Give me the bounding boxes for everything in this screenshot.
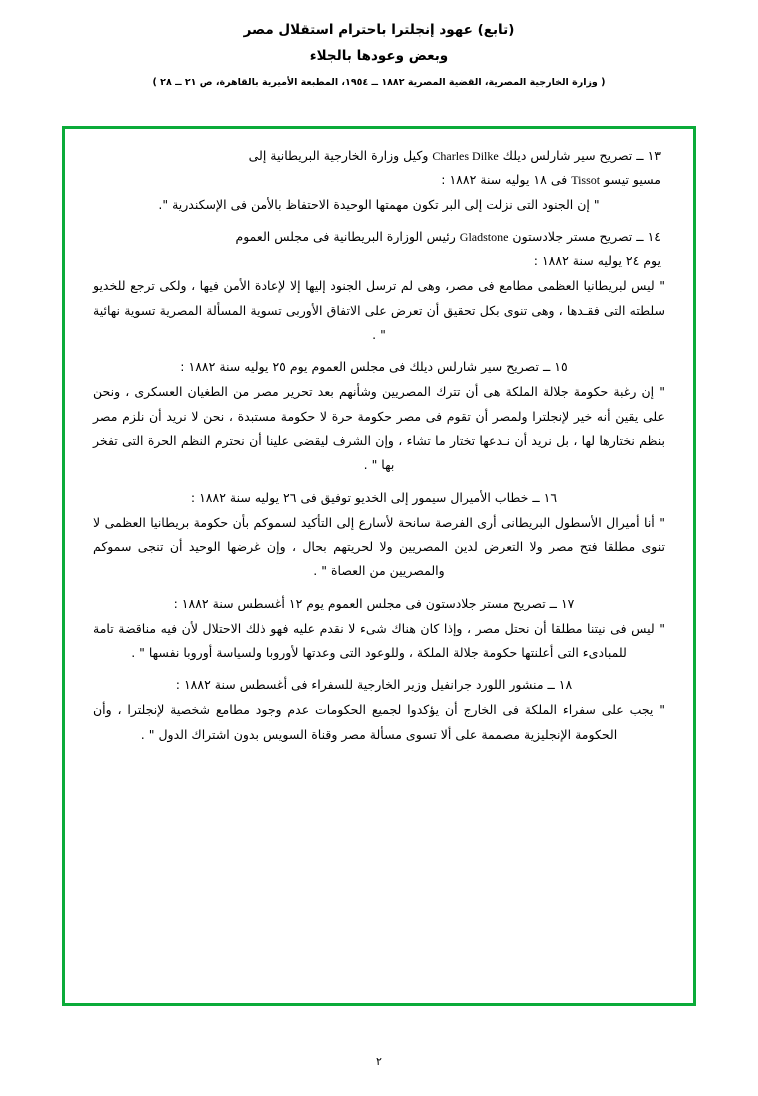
entry-13-heading	[87, 145, 671, 167]
source-citation: ( وزارة الخارجية المصرية، القضية المصرية ١٨٨٢ ــ ١٩٥٤، المطبعة الأميرية بالقاهرة، ص ٢١ ــ ٢٨ )	[152, 77, 606, 89]
entry-13-heading-latin-2: Tissot	[571, 173, 601, 187]
entry-14-heading-latin-1: Gladstone	[459, 230, 509, 245]
entry-14-heading	[87, 226, 671, 248]
entry-13-heading-line-2	[87, 169, 671, 191]
entry-13-quote: " إن الجنود التى نزلت إلى البر تكون مهمتها الوحيدة الاحتفاظ بالأمن فى الإسكندرية ".	[158, 197, 600, 212]
content-body	[65, 129, 693, 1003]
entry-13-heading-l2-part-1: مسيو تيسو	[600, 172, 661, 187]
entry-18-quote: " يجب على سفراء الملكة فى الخارج أن يؤكدوا لجميع الحكومات عدم وجود مطامع شخصية لإنجلترا ، وأن الحكومة الإنجليزية مصممة على ألا تسوى مسألة مصر وقناة السويس بدون اشتراك الدول " .	[93, 702, 665, 742]
entry-13-heading-latin-1: Charles Dilke	[432, 149, 499, 163]
entry-14-quote: " ليس لبريطانيا العظمى مطامع فى مصر، وهى لم ترسل الجنود إليها إلا لإعادة الأمن فيها ، ولكى ترجع للخديو سلطته التى فقـدها ، وهى تنوى بكل تحقيق أن تعرض على الاتفاق الأوربى تسوية المسألة المصرية تسوية نهائية " .	[93, 278, 665, 342]
entry-16-heading: ١٦ ــ خطاب الأميرال سيمور إلى الخديو توفيق فى ٢٦ يوليه سنة ١٨٨٢ :	[190, 489, 558, 505]
page-number: ٢	[376, 1055, 382, 1068]
entry-18-heading: ١٨ ــ منشور اللورد جرانفيل وزير الخارجية للسفراء فى أغسطس سنة ١٨٨٢ :	[175, 677, 573, 693]
entry-13-heading-part-1: ١٣ ــ تصريح سير شارلس ديلك	[498, 148, 661, 163]
entry-14-heading-part-3: رئيس الوزارة البريطانية فى مجلس العموم	[235, 229, 460, 245]
document-page	[0, 18, 758, 1096]
page-title-line-2: وبعض وعودها بالجلاء	[309, 47, 449, 64]
entry-15-quote: " إن رغبة حكومة جلالة الملكة هى أن تترك المصريين وشأنهم بعد تحرير مصر من الطغيان العسكرى ، ونحن على يقين أنه خير لإنجلترا ولمصر أن تقوم فى مصر حكومة حرة لا حكومة مستبدة ، نحن لا نريد أن نلزم مصر بنظم نختارها لها ، بل نريد أن نـدعها تختار ما تشاء ، وإن الشرف ليقضى علينا أن نحترم النظم الحرة التى تفخر بها " .	[93, 384, 665, 473]
entry-15-heading: ١٥ ــ تصريح سير شارلس ديلك فى مجلس العموم يوم ٢٥ يوليه سنة ١٨٨٢ :	[180, 359, 568, 375]
document-header	[0, 18, 758, 88]
entry-17	[87, 593, 671, 666]
content-frame	[62, 126, 696, 1006]
entry-17-quote: " ليس فى نيتنا مطلقا أن نحتل مصر ، وإذا كان هناك شىء لا نقدم عليه فهو ذلك الاحتلال لأن فيه مناقضة تامة للمبادىء التى أعلنتها حكومة جلالة الملكة ، وللوعود التى وعدتها لأوروبا ولسياسة أوروبا نفسها " .	[93, 620, 665, 660]
entry-14	[87, 226, 671, 347]
entry-14-heading-line-2: يوم ٢٤ يوليه سنة ١٨٨٢ :	[533, 253, 661, 269]
entry-13	[87, 145, 671, 217]
page-title-line-1: (تابع) عهود إنجلترا باحترام استقلال مصر	[243, 22, 515, 38]
entry-16-quote: " أنا أميرال الأسطول البريطانى أرى الفرصة سانحة لأسارع إلى التأكيد لسموكم بأن حكومة بريطانيا العظمى لا تنوى مطلقا فتح مصر ولا التعرض لدين المصريين ولا لحريتهم بحال ، وإن غرضها الوحيد أن تنجى سموكم والمصريين من العصاة " .	[93, 514, 665, 579]
entry-18	[87, 674, 671, 747]
entry-13-heading-part-3: وكيل وزارة الخارجية البريطانية إلى	[248, 148, 433, 163]
entry-14-heading-part-1: ١٤ ــ تصريح مستر جلادستون	[508, 229, 661, 245]
entry-17-heading: ١٧ ــ تصريح مستر جلادستون فى مجلس العموم يوم ١٢ أغسطس سنة ١٨٨٢ :	[173, 595, 575, 611]
entry-13-heading-l2-part-3: فى ١٨ يوليه سنة ١٨٨٢ :	[441, 172, 572, 187]
entry-15	[87, 356, 671, 477]
entry-16	[87, 487, 671, 584]
